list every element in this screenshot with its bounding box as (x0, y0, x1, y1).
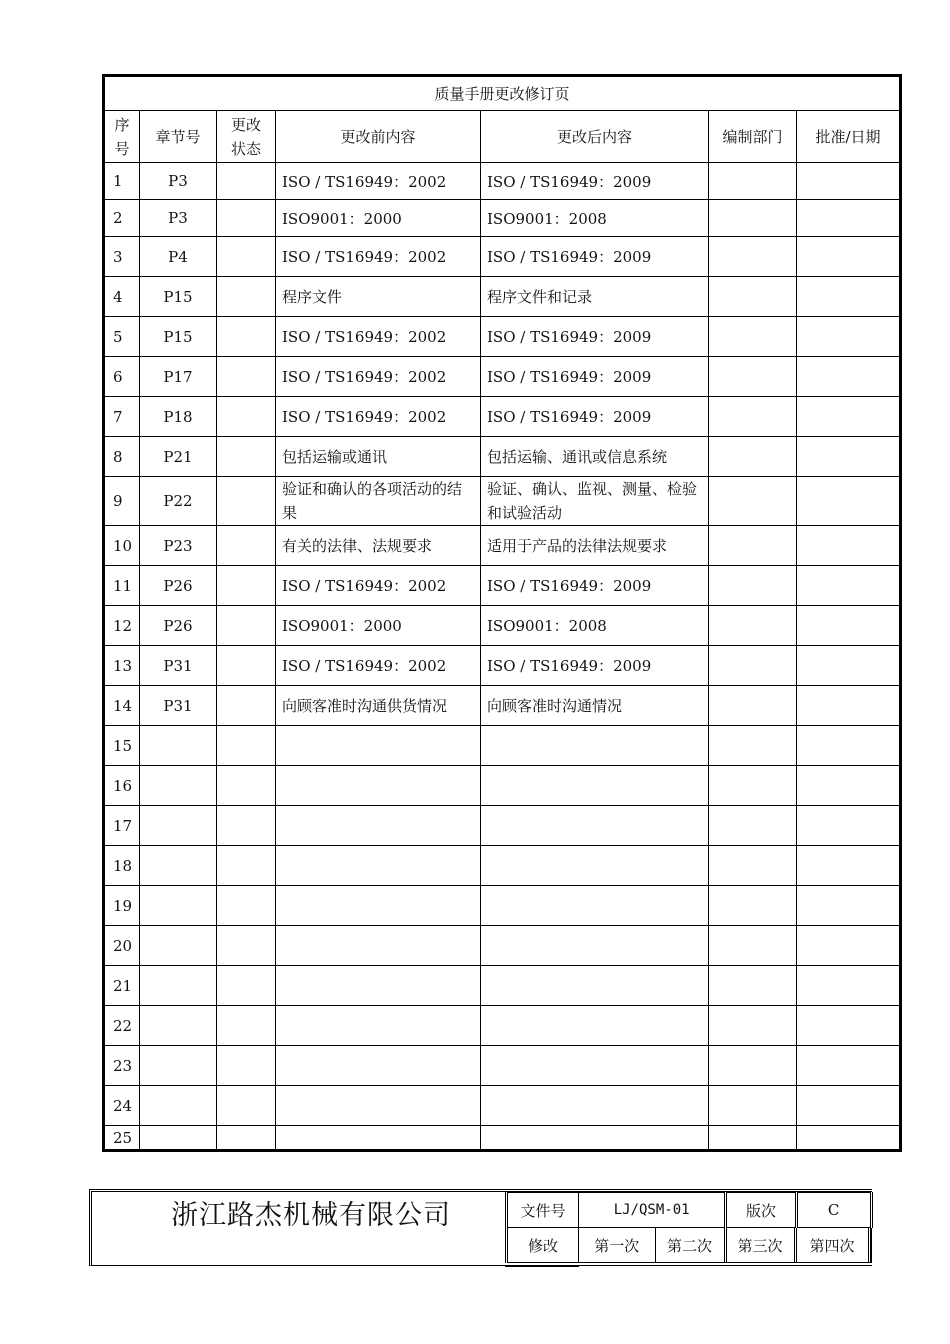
row-chapter: P17 (140, 357, 217, 397)
row-chapter: P3 (140, 200, 217, 237)
table-row (104, 437, 901, 477)
revision-table (102, 74, 902, 1152)
row-dept (709, 1006, 797, 1046)
row-chapter: P15 (140, 317, 217, 357)
row-status (217, 1046, 276, 1086)
row-status (217, 606, 276, 646)
row-approval (797, 846, 901, 886)
row-number: 24 (104, 1086, 140, 1126)
row-number: 14 (104, 686, 140, 726)
row-dept (709, 846, 797, 886)
row-status (217, 886, 276, 926)
row-chapter: P26 (140, 606, 217, 646)
table-row (104, 886, 901, 926)
row-status (217, 966, 276, 1006)
row-before: ISO9001：2000 (276, 200, 481, 237)
row-before: ISO / TS16949：2002 (276, 566, 481, 606)
row-before: ISO / TS16949：2002 (276, 397, 481, 437)
row-before: 验证和确认的各项活动的结果 (276, 477, 481, 526)
row-after (481, 1086, 709, 1126)
row-chapter: P31 (140, 686, 217, 726)
row-approval (797, 646, 901, 686)
row-approval (797, 606, 901, 646)
row-dept (709, 646, 797, 686)
row-dept (709, 926, 797, 966)
table-row (104, 926, 901, 966)
table-row (104, 806, 901, 846)
row-before (276, 1126, 481, 1151)
row-approval (797, 237, 901, 277)
row-before: ISO9001：2000 (276, 606, 481, 646)
row-before: ISO / TS16949：2002 (276, 163, 481, 200)
row-approval (797, 317, 901, 357)
row-number: 12 (104, 606, 140, 646)
row-after: 验证、确认、监视、测量、检验和试验活动 (481, 477, 709, 526)
row-status (217, 766, 276, 806)
row-chapter: P23 (140, 526, 217, 566)
table-row (104, 566, 901, 606)
header-row (104, 111, 901, 163)
row-before (276, 726, 481, 766)
row-dept (709, 806, 797, 846)
table-row (104, 163, 901, 200)
row-before (276, 1046, 481, 1086)
table-row (104, 846, 901, 886)
row-approval (797, 926, 901, 966)
row-dept (709, 766, 797, 806)
row-number: 19 (104, 886, 140, 926)
row-after (481, 726, 709, 766)
row-status (217, 277, 276, 317)
row-number: 4 (104, 277, 140, 317)
row-number: 13 (104, 646, 140, 686)
row-after (481, 766, 709, 806)
row-chapter (140, 1006, 217, 1046)
row-number: 9 (104, 477, 140, 526)
table-row (104, 526, 901, 566)
row-dept (709, 237, 797, 277)
row-after (481, 846, 709, 886)
row-after: 适用于产品的法律法规要求 (481, 526, 709, 566)
revision-2: 第二次 (655, 1228, 725, 1262)
row-approval (797, 686, 901, 726)
row-dept (709, 686, 797, 726)
document-info-table (505, 1192, 873, 1263)
row-after (481, 1126, 709, 1151)
version-value: C (796, 1193, 871, 1228)
row-approval (797, 766, 901, 806)
row-number: 25 (104, 1126, 140, 1151)
table-row (104, 237, 901, 277)
row-number: 17 (104, 806, 140, 846)
row-before: ISO / TS16949：2002 (276, 357, 481, 397)
table-row (104, 966, 901, 1006)
row-chapter (140, 926, 217, 966)
row-number: 20 (104, 926, 140, 966)
row-approval (797, 806, 901, 846)
revision-3: 第三次 (725, 1228, 795, 1262)
row-dept (709, 1126, 797, 1151)
row-before: ISO / TS16949：2002 (276, 646, 481, 686)
row-before (276, 766, 481, 806)
table-row (104, 277, 901, 317)
row-dept (709, 163, 797, 200)
row-number: 21 (104, 966, 140, 1006)
doc-no-label: 文件号 (507, 1193, 579, 1228)
row-after: 包括运输、通讯或信息系统 (481, 437, 709, 477)
revision-cells (579, 1228, 872, 1263)
row-approval (797, 437, 901, 477)
table-row (104, 200, 901, 237)
row-chapter (140, 1086, 217, 1126)
row-dept (709, 357, 797, 397)
table-row (104, 317, 901, 357)
row-dept (709, 397, 797, 437)
doc-no-value: LJ/QSM-01 (579, 1193, 726, 1228)
header-before: 更改前内容 (276, 111, 481, 163)
row-chapter (140, 886, 217, 926)
row-approval (797, 277, 901, 317)
row-before (276, 966, 481, 1006)
row-status (217, 317, 276, 357)
row-chapter: P22 (140, 477, 217, 526)
row-status (217, 526, 276, 566)
row-after: ISO / TS16949：2009 (481, 237, 709, 277)
row-dept (709, 606, 797, 646)
row-chapter (140, 1046, 217, 1086)
row-chapter (140, 846, 217, 886)
version-label: 版次 (726, 1193, 797, 1228)
row-number: 18 (104, 846, 140, 886)
row-dept (709, 437, 797, 477)
row-chapter: P3 (140, 163, 217, 200)
row-after (481, 1006, 709, 1046)
row-after (481, 806, 709, 846)
row-dept (709, 200, 797, 237)
row-chapter (140, 766, 217, 806)
table-row (104, 726, 901, 766)
row-chapter: P15 (140, 277, 217, 317)
row-approval (797, 1126, 901, 1151)
row-chapter: P4 (140, 237, 217, 277)
row-after: 程序文件和记录 (481, 277, 709, 317)
row-after (481, 966, 709, 1006)
row-number: 1 (104, 163, 140, 200)
row-before: 包括运输或通讯 (276, 437, 481, 477)
row-chapter (140, 1126, 217, 1151)
table-row (104, 646, 901, 686)
row-approval (797, 966, 901, 1006)
row-after (481, 886, 709, 926)
revision-1: 第一次 (579, 1228, 655, 1262)
row-after: 向顾客准时沟通情况 (481, 686, 709, 726)
table-row (104, 1046, 901, 1086)
row-approval (797, 357, 901, 397)
row-number: 6 (104, 357, 140, 397)
table-row (104, 606, 901, 646)
header-chapter: 章节号 (140, 111, 217, 163)
row-chapter (140, 726, 217, 766)
table-row (104, 397, 901, 437)
row-status (217, 646, 276, 686)
header-approval: 批准/日期 (797, 111, 901, 163)
row-number: 2 (104, 200, 140, 237)
row-status (217, 566, 276, 606)
row-before (276, 806, 481, 846)
table-row (104, 477, 901, 526)
row-before (276, 926, 481, 966)
row-chapter: P21 (140, 437, 217, 477)
row-number: 7 (104, 397, 140, 437)
row-approval (797, 397, 901, 437)
table-row (104, 1086, 901, 1126)
row-approval (797, 566, 901, 606)
row-status (217, 477, 276, 526)
row-before (276, 886, 481, 926)
row-dept (709, 317, 797, 357)
row-after: ISO / TS16949：2009 (481, 357, 709, 397)
row-before: ISO / TS16949：2002 (276, 317, 481, 357)
row-status (217, 397, 276, 437)
document-footer (89, 1189, 873, 1267)
revision-4: 第四次 (795, 1228, 869, 1262)
row-dept (709, 1046, 797, 1086)
row-approval (797, 886, 901, 926)
row-chapter: P18 (140, 397, 217, 437)
row-status (217, 806, 276, 846)
row-dept (709, 726, 797, 766)
revision-label: 修改 (507, 1228, 579, 1263)
table-row (104, 357, 901, 397)
row-status (217, 200, 276, 237)
row-dept (709, 1086, 797, 1126)
row-number: 22 (104, 1006, 140, 1046)
row-status (217, 686, 276, 726)
row-status (217, 163, 276, 200)
table-row (104, 686, 901, 726)
row-approval (797, 163, 901, 200)
row-before: ISO / TS16949：2002 (276, 237, 481, 277)
row-after: ISO / TS16949：2009 (481, 646, 709, 686)
row-number: 10 (104, 526, 140, 566)
header-seq: 序 号 (104, 111, 140, 163)
row-status (217, 846, 276, 886)
row-before (276, 1006, 481, 1046)
table-row (104, 1006, 901, 1046)
row-number: 11 (104, 566, 140, 606)
row-dept (709, 886, 797, 926)
row-after: ISO9001：2008 (481, 606, 709, 646)
row-approval (797, 1086, 901, 1126)
row-after: ISO / TS16949：2009 (481, 163, 709, 200)
row-status (217, 237, 276, 277)
row-status (217, 926, 276, 966)
row-approval (797, 1006, 901, 1046)
row-before: 程序文件 (276, 277, 481, 317)
table-title: 质量手册更改修订页 (104, 76, 901, 111)
row-status (217, 1006, 276, 1046)
table-row (104, 766, 901, 806)
row-number: 16 (104, 766, 140, 806)
header-status: 更改 状态 (217, 111, 276, 163)
footer-underline (505, 1265, 579, 1267)
row-status (217, 357, 276, 397)
row-after: ISO / TS16949：2009 (481, 317, 709, 357)
row-after (481, 926, 709, 966)
row-after (481, 1046, 709, 1086)
row-chapter (140, 806, 217, 846)
row-approval (797, 477, 901, 526)
company-name: 浙江路杰机械有限公司 (171, 1200, 451, 1231)
table-row (104, 1126, 901, 1151)
row-chapter: P31 (140, 646, 217, 686)
row-dept (709, 277, 797, 317)
row-dept (709, 526, 797, 566)
row-chapter (140, 966, 217, 1006)
row-before: 有关的法律、法规要求 (276, 526, 481, 566)
row-number: 8 (104, 437, 140, 477)
row-dept (709, 966, 797, 1006)
row-status (217, 437, 276, 477)
row-approval (797, 526, 901, 566)
row-status (217, 1126, 276, 1151)
row-after: ISO / TS16949：2009 (481, 566, 709, 606)
row-after: ISO9001：2008 (481, 200, 709, 237)
row-status (217, 1086, 276, 1126)
row-dept (709, 477, 797, 526)
row-approval (797, 1046, 901, 1086)
row-number: 5 (104, 317, 140, 357)
row-number: 3 (104, 237, 140, 277)
row-before: 向顾客准时沟通供货情况 (276, 686, 481, 726)
header-after: 更改后内容 (481, 111, 709, 163)
row-number: 15 (104, 726, 140, 766)
row-before (276, 1086, 481, 1126)
row-status (217, 726, 276, 766)
row-approval (797, 200, 901, 237)
row-dept (709, 566, 797, 606)
row-approval (797, 726, 901, 766)
row-number: 23 (104, 1046, 140, 1086)
row-chapter: P26 (140, 566, 217, 606)
row-after: ISO / TS16949：2009 (481, 397, 709, 437)
header-dept: 编制部门 (709, 111, 797, 163)
row-before (276, 846, 481, 886)
